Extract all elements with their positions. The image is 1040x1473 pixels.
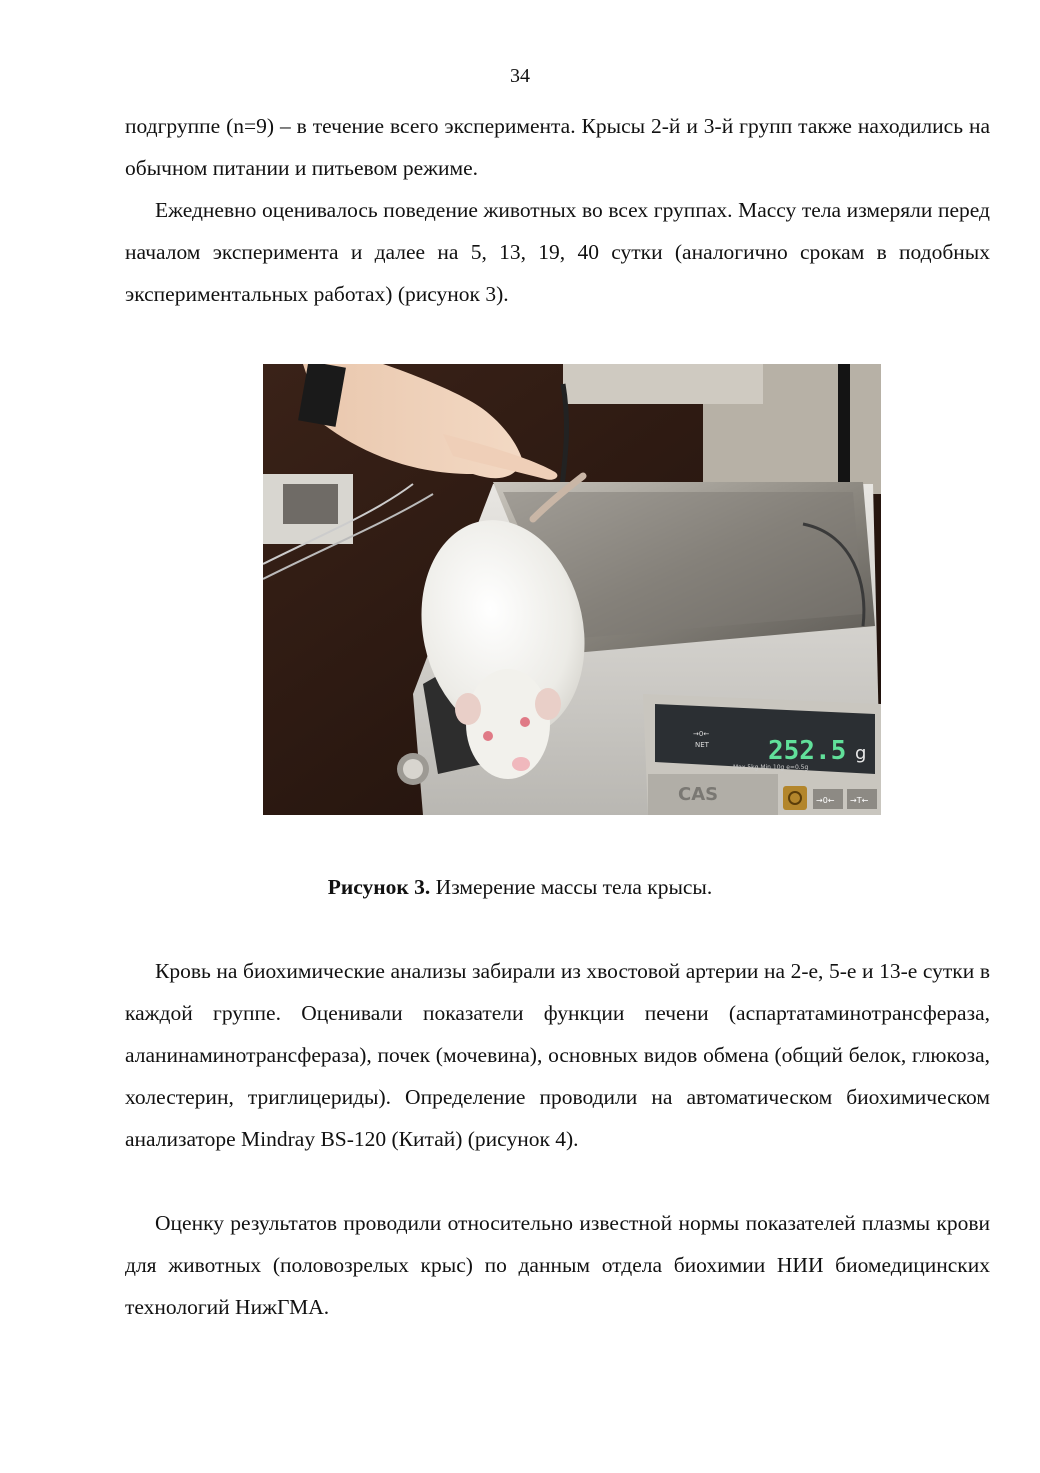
caption-label: Рисунок 3. [327,875,431,899]
page-number: 34 [510,65,530,87]
paragraph-3: Кровь на биохимические анализы забирали из хвостовой артерии на 2-е, 5-е и 13-е сутки в каждой группе. Оценивали показатели функции печени (аспартатаминотрансфераза, аланинаминотрансфераза), почек (мочевина), основных видов обмена (общий белок, глюкоза, холестерин, триглицериды). Определение проводили на автоматическом биохимическом анализаторе Mindray BS-120 (Китай) (рисунок 4). [125,959,990,1151]
scale-readout: 252.5 [768,736,847,766]
svg-text:→T←: →T← [850,796,869,805]
zero-indicator: →0← [693,730,710,738]
caption-text: Измерение массы тела крысы. [430,875,713,899]
paragraph-4: Оценку результатов проводили относительно известной нормы показателей плазмы крови для животных (половозрелых крыс) по данным отдела биохимии НИИ биомедицинских технологий НижГМА. [125,1211,990,1319]
paragraph-2: Ежедневно оценивалось поведение животных во всех группах. Массу тела измеряли перед началом эксперимента и далее на 5, 13, 19, 40 сутки (аналогично срокам в подобных экспериментальных работах) (рисунок 3). [125,198,990,306]
net-indicator: NET [695,741,709,749]
paragraph-1: подгруппе (n=9) – в течение всего эксперимента. Крысы 2-й и 3-й групп также находились на обычном питании и питьевом режиме. [125,114,990,180]
power-button-icon [783,786,807,810]
svg-text:→0←: →0← [816,796,835,805]
figure-caption [0,872,1040,902]
scale-spec-label: Max 5kg Min 10g e=0.5g [733,764,809,771]
figure-rat-on-scale [263,364,881,815]
scale-unit: g [855,743,867,764]
scale-brand-logo: CAS [678,784,719,805]
